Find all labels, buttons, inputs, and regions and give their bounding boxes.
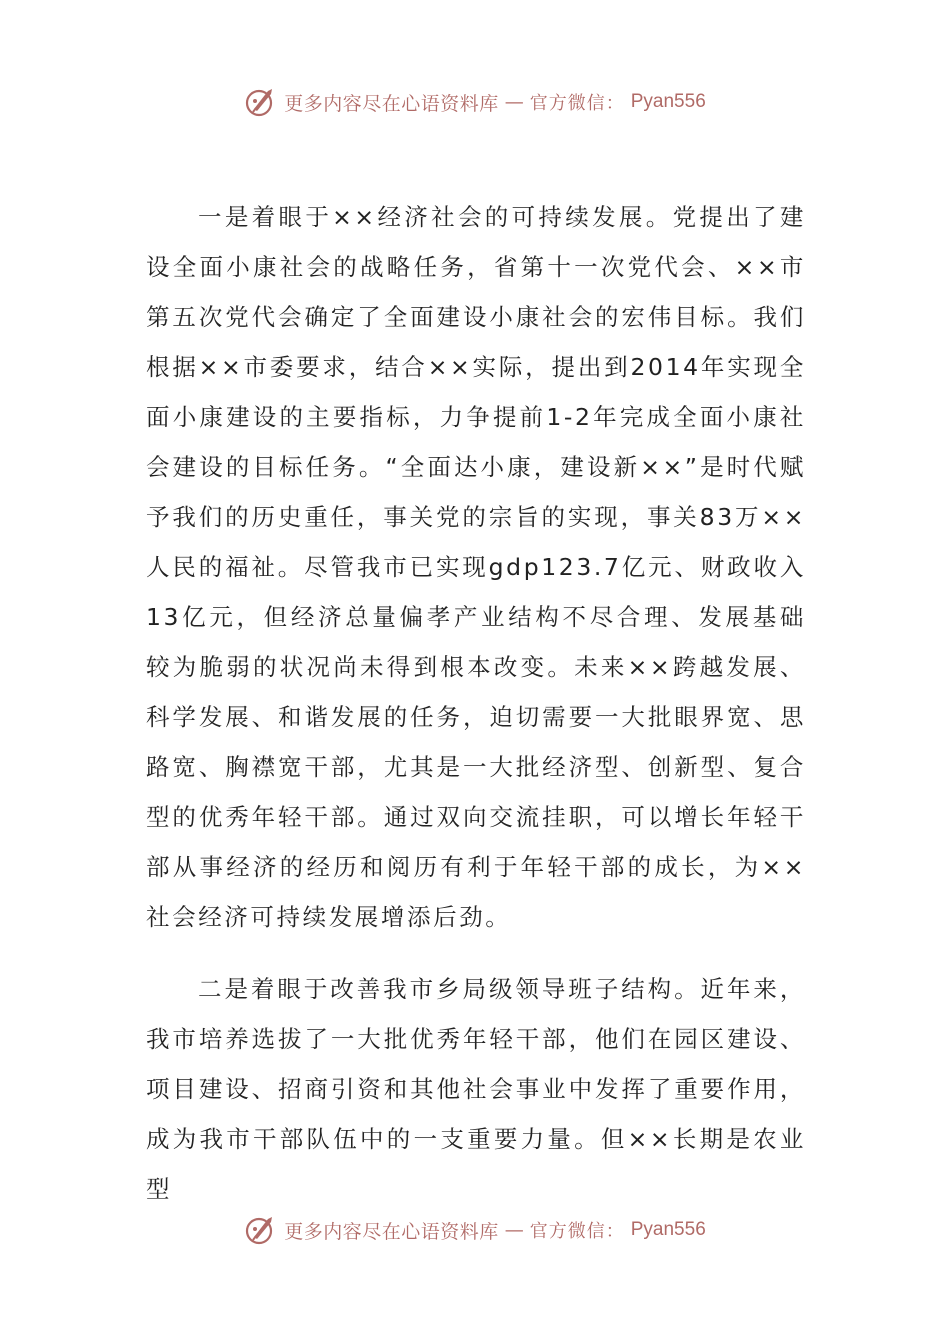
footer-banner	[0, 1210, 950, 1250]
banner-wechat-label: 官方微信：	[529, 93, 625, 114]
banner-text: 更多内容尽在心语资料库	[284, 92, 499, 115]
banner-text: 更多内容尽在心语资料库	[284, 1220, 499, 1243]
header-banner	[0, 82, 950, 122]
banner-separator: —	[504, 1219, 524, 1241]
banner-wechat-id: Pyan556	[630, 91, 706, 112]
banner-wechat-id: Pyan556	[630, 1219, 706, 1240]
banner-wechat-label: 官方微信：	[529, 1221, 625, 1242]
quill-pen-logo-icon	[244, 1213, 278, 1247]
quill-pen-logo-icon	[244, 85, 278, 119]
body-paragraph-1: 一是着眼于××经济社会的可持续发展。党提出了建设全面小康社会的战略任务，省第十一次党代会、××市第五次党代会确定了全面建设小康社会的宏伟目标。我们根据××市委要求，结合××实际，提出到2014年实现全面小康建设的主要指标，力争提前1-2年完成全面小康社会建设的目标任务。“全面达小康，建设新××”是时代赋予我们的历史重任，事关党的宗旨的实现，事关83万××人民的福祉。尽管我市已实现gdp123.7亿元、财政收入13亿元，但经济总量偏孝产业结构不尽合理、发展基础较为脆弱的状况尚未得到根本改变。未来××跨越发展、科学发展、和谐发展的任务，迫切需要一大批眼界宽、思路宽、胸襟宽干部，尤其是一大批经济型、创新型、复合型的优秀年轻干部。通过双向交流挂职，可以增长年轻干部从事经济的经历和阅历有利于年轻干部的成长，为××社会经济可持续发展增添后劲。	[146, 203, 806, 931]
banner-separator: —	[504, 91, 524, 113]
body-paragraph-2: 二是着眼于改善我市乡局级领导班子结构。近年来，我市培养选拔了一大批优秀年轻干部，他们在园区建设、项目建设、招商引资和其他社会事业中发挥了重要作用，成为我市干部队伍中的一支重要力量。但××长期是农业型	[146, 975, 806, 1203]
